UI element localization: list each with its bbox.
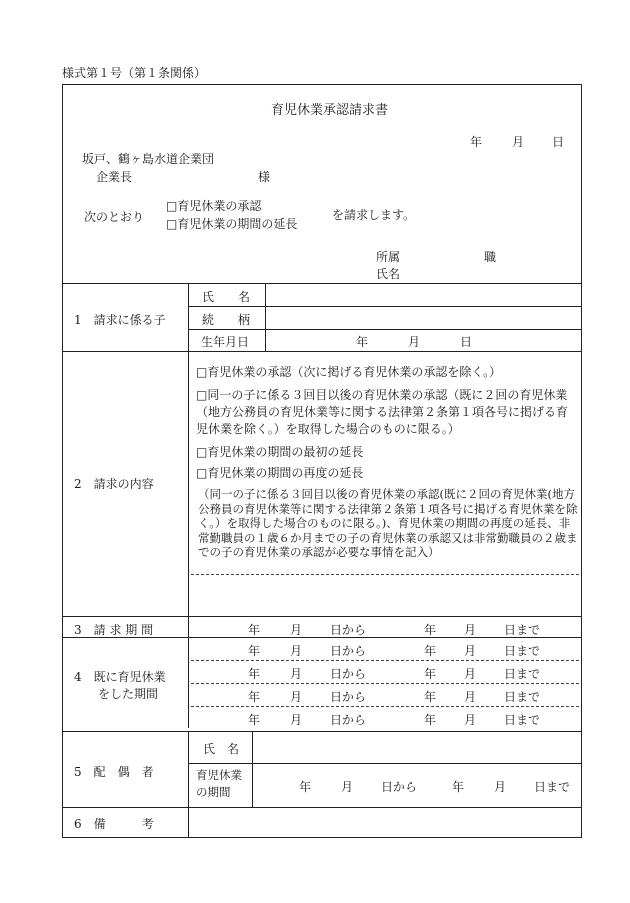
spouse-period-end-year: 年 xyxy=(452,780,465,794)
child-birth-label: 生年月日 xyxy=(201,335,250,349)
request-period-end-day: 日まで xyxy=(504,623,541,637)
child-birth-year: 年 xyxy=(356,335,369,349)
addressee-org: 坂戸、鶴ヶ島水道企業団 xyxy=(82,152,215,166)
past-period-4-start-day: 日から xyxy=(330,713,367,727)
divider-note-dashed xyxy=(191,574,579,575)
spouse-period-start-month: 月 xyxy=(341,780,354,794)
past-period-1-start-day: 日から xyxy=(330,644,367,658)
spouse-period-label-line1: 育児休業 xyxy=(196,768,242,782)
past-period-1-start-year: 年 xyxy=(248,644,261,658)
past-period-1-end-year: 年 xyxy=(424,644,437,658)
section6-label: 6 備 考 xyxy=(74,817,154,831)
checkbox-content-2[interactable] xyxy=(196,387,579,438)
content-3-label: 育児休業の期間の最初の延長 xyxy=(207,445,364,459)
divider-sec2-top xyxy=(62,351,582,352)
past-period-2-end-month: 月 xyxy=(464,667,477,681)
addressee-role: 企業長 xyxy=(96,170,133,184)
content-2-label: 同一の子に係る３回目以後の育児休業の承認（既に２回の育児休業（地方公務員の育児休業等に関する法律第２条第１項各号に掲げる育児休業を除く。）を取得した場合のものに限る。） xyxy=(196,388,569,436)
request-lead: 次のとおり xyxy=(84,210,145,224)
form-number: 様式第１号（第１条関係） xyxy=(62,66,207,80)
section4-label-line2: をした期間 xyxy=(98,687,159,701)
past-period-1-start-month: 月 xyxy=(290,644,303,658)
section2-label: 2 請求の内容 xyxy=(74,477,154,491)
past-period-4-start-year: 年 xyxy=(248,713,261,727)
child-relation-field[interactable] xyxy=(266,307,581,328)
child-name-label: 氏 名 xyxy=(202,290,251,304)
request-period-end-month: 月 xyxy=(464,623,477,637)
checkbox-extension[interactable] xyxy=(166,215,297,232)
divider-sec5-row xyxy=(188,763,582,764)
spouse-period-label-line2: の期間 xyxy=(196,785,231,799)
past-period-4-end-year: 年 xyxy=(424,713,437,727)
section1-label: 1 請求に係る子 xyxy=(74,313,166,327)
spouse-name-label: 氏 名 xyxy=(203,742,240,756)
content-reason-field[interactable] xyxy=(190,576,580,614)
spouse-period-start-year: 年 xyxy=(299,780,312,794)
child-birth-month: 月 xyxy=(408,335,421,349)
divider-sec4-row1 xyxy=(191,660,579,661)
spouse-period-end-month: 月 xyxy=(494,780,507,794)
checkbox-content-4[interactable] xyxy=(196,464,363,481)
request-period-start-day: 日から xyxy=(330,623,367,637)
request-period-end-year: 年 xyxy=(424,623,437,637)
form-title: 育児休業承認請求書 xyxy=(271,103,389,118)
past-period-3-start-year: 年 xyxy=(248,690,261,704)
past-period-2-start-month: 月 xyxy=(290,667,303,681)
section3-label: 3 請 求 期 間 xyxy=(74,623,154,637)
date-year: 年 xyxy=(470,135,483,149)
request-tail: を請求します。 xyxy=(332,208,416,222)
applicant-dept: 所属 xyxy=(376,250,401,264)
content-1-label: 育児休業の承認（次に掲げる育児休業の承認を除く。） xyxy=(207,365,502,379)
past-period-1-end-day: 日まで xyxy=(504,644,541,658)
section4-label-line1: 4 既に育児休業 xyxy=(74,670,166,684)
spouse-period-start-day: 日から xyxy=(381,780,418,794)
child-name-field[interactable] xyxy=(266,284,581,305)
applicant-name: 氏名 xyxy=(376,267,401,281)
content-note: （同一の子に係る３回目以後の育児休業の承認(既に２回の育児休業(地方公務員の育児休業等に関する法律第２条第１項各号に掲げる育児休業を除く。）を取得した場合のものに限る。)、育児休業の期間の再度の延長、非常勤職員の１歳６か月までの子の育児休業の承認又は非常勤職員の２歳までの子の育児休業の承認が必要な事情を記入） xyxy=(198,487,578,559)
divider-sec5-label-col xyxy=(188,731,189,807)
divider-label-col xyxy=(188,283,189,728)
past-period-4-end-day: 日まで xyxy=(504,713,541,727)
past-period-2-start-year: 年 xyxy=(248,667,261,681)
checkbox-extension-label: 育児休業の期間の延長 xyxy=(177,217,298,231)
spouse-name-field[interactable] xyxy=(253,732,581,762)
spouse-period-end-day: 日まで xyxy=(534,780,571,794)
divider-sec3-top xyxy=(62,616,582,617)
past-period-2-end-year: 年 xyxy=(424,667,437,681)
divider-sec4-row2 xyxy=(191,683,579,684)
child-birth-day: 日 xyxy=(460,335,473,349)
section5-label: 5 配 偶 者 xyxy=(74,765,154,779)
addressee-honorific: 様 xyxy=(258,170,271,184)
past-period-3-end-month: 月 xyxy=(464,690,477,704)
date-day: 日 xyxy=(552,135,565,149)
past-period-3-end-day: 日まで xyxy=(504,690,541,704)
request-period-start-year: 年 xyxy=(248,623,261,637)
past-period-3-start-month: 月 xyxy=(290,690,303,704)
date-month: 月 xyxy=(512,135,525,149)
divider-sec1-row2 xyxy=(188,329,582,330)
past-period-3-start-day: 日から xyxy=(330,690,367,704)
past-period-3-end-year: 年 xyxy=(424,690,437,704)
checkbox-content-3[interactable] xyxy=(196,443,363,460)
applicant-post: 職 xyxy=(484,250,497,264)
past-period-4-end-month: 月 xyxy=(464,713,477,727)
past-period-2-end-day: 日まで xyxy=(504,667,541,681)
remarks-field[interactable] xyxy=(189,808,581,837)
divider-sec4-top xyxy=(62,637,582,638)
divider-sec4-row3 xyxy=(191,706,579,707)
child-relation-label: 続 柄 xyxy=(202,313,251,327)
past-period-1-end-month: 月 xyxy=(464,644,477,658)
checkbox-approval-label: 育児休業の承認 xyxy=(177,199,262,213)
content-4-label: 育児休業の期間の再度の延長 xyxy=(207,466,364,480)
past-period-4-start-month: 月 xyxy=(290,713,303,727)
checkbox-content-1[interactable] xyxy=(196,363,501,380)
request-period-start-month: 月 xyxy=(290,623,303,637)
past-period-2-start-day: 日から xyxy=(330,667,367,681)
checkbox-approval[interactable] xyxy=(166,197,261,214)
